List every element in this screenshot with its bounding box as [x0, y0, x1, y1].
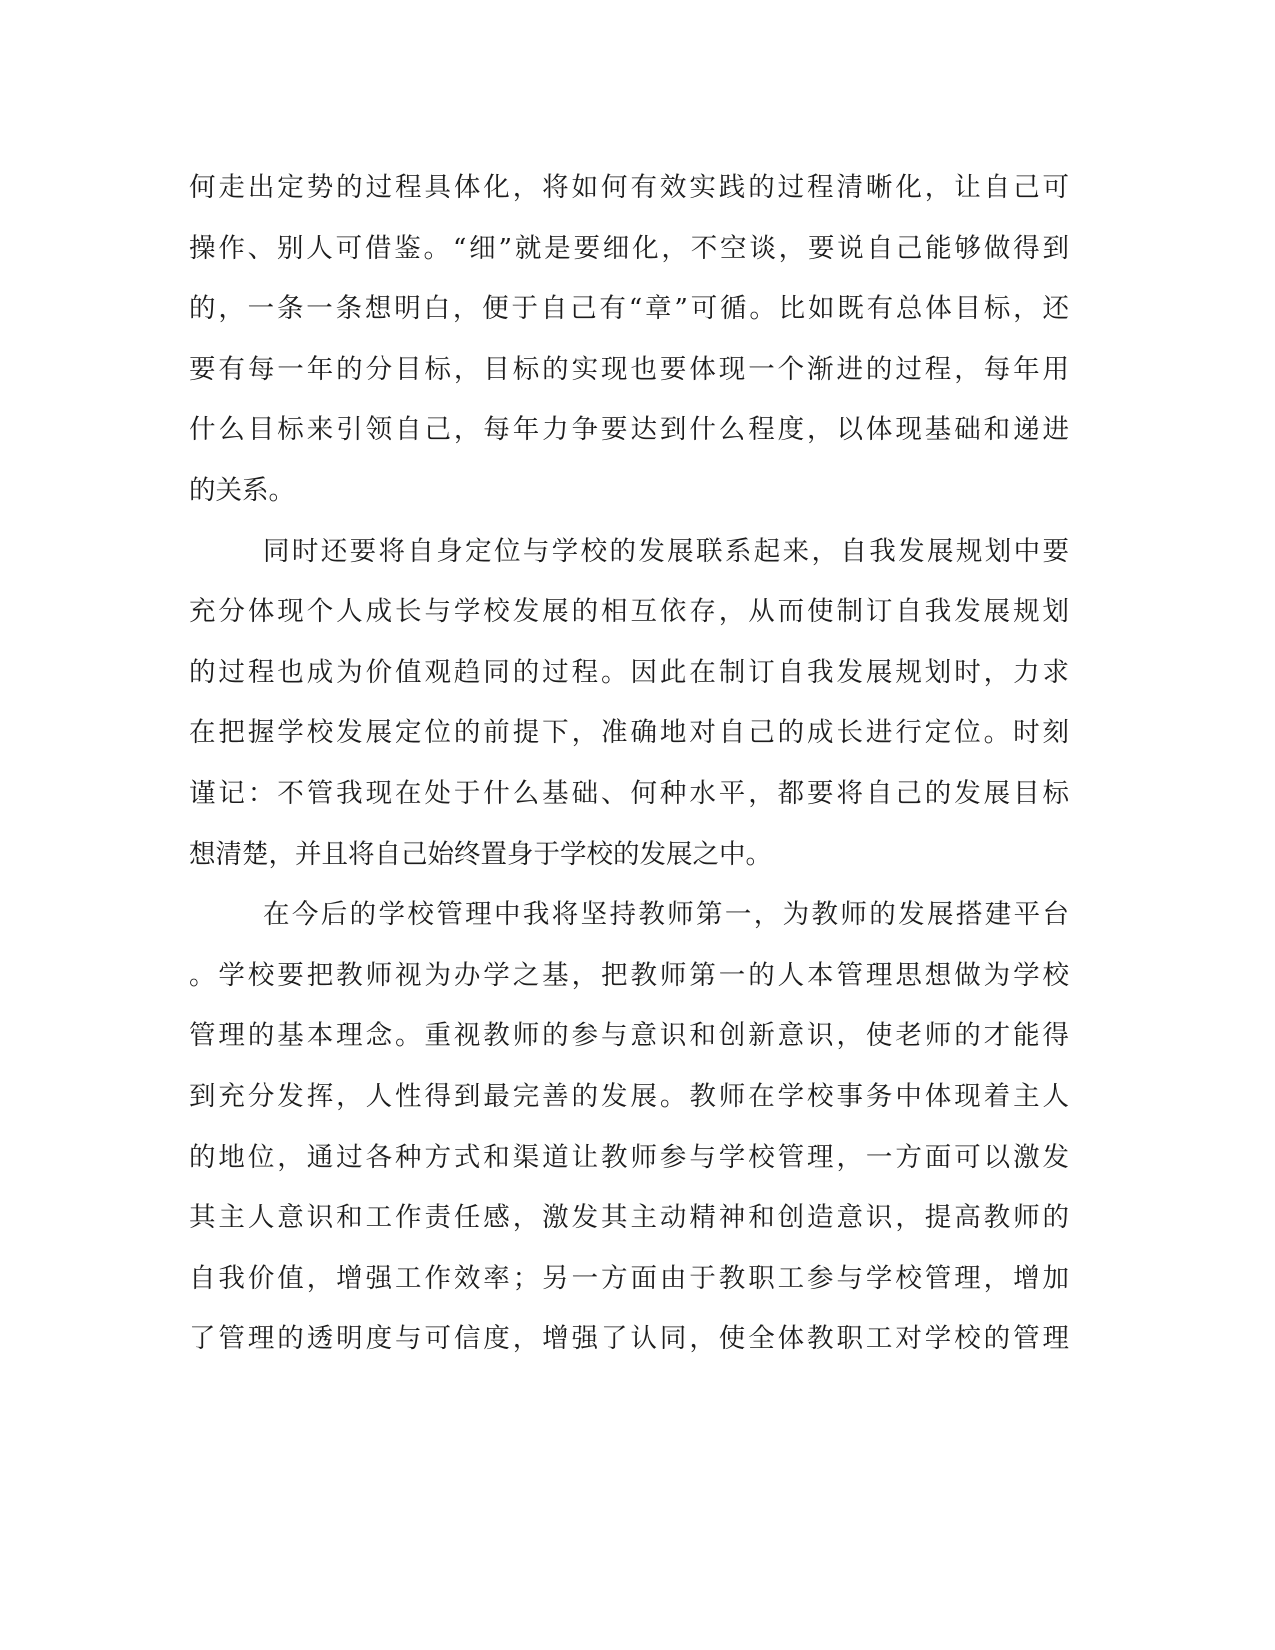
text-line: 管理的基本理念。重视教师的参与意识和创新意识，使老师的才能得 [189, 1020, 1069, 1052]
text-line: 的关系。 [189, 474, 295, 506]
document-body [189, 158, 1069, 1370]
text-line: 其主人意识和工作责任感，激发其主动精神和创造意识，提高教师的 [189, 1202, 1069, 1234]
text-line: 操作、别人可借鉴。“细”就是要细化，不空谈，要说自己能够做得到 [189, 232, 1069, 264]
text-line: 到充分发挥，人性得到最完善的发展。教师在学校事务中体现着主人 [189, 1080, 1069, 1112]
text-line: 谨记：不管我现在处于什么基础、何种水平，都要将自己的发展目标 [189, 777, 1069, 809]
text-line: 在把握学校发展定位的前提下，准确地对自己的成长进行定位。时刻 [189, 717, 1069, 749]
text-line: 要有每一年的分目标，目标的实现也要体现一个渐进的过程，每年用 [189, 353, 1069, 385]
text-line: 何走出定势的过程具体化，将如何有效实践的过程清晰化，让自己可 [189, 172, 1069, 203]
text-line: 的过程也成为价值观趋同的过程。因此在制订自我发展规划时，力求 [189, 656, 1069, 688]
text-line: 了管理的透明度与可信度，增强了认同，使全体教职工对学校的管理 [189, 1323, 1069, 1355]
text-line: 什么目标来引领自己，每年力争要达到什么程度，以体现基础和递进 [189, 414, 1069, 446]
text-line: 的，一条一条想明白，便于自己有“章”可循。比如既有总体目标，还 [189, 293, 1069, 325]
text-line: 在今后的学校管理中我将坚持教师第一，为教师的发展搭建平台 [263, 899, 1069, 931]
text-line: 想清楚，并且将自己始终置身于学校的发展之中。 [189, 838, 772, 870]
text-line: 同时还要将自身定位与学校的发展联系起来，自我发展规划中要 [263, 535, 1069, 567]
text-line: 的地位，通过各种方式和渠道让教师参与学校管理，一方面可以激发 [189, 1141, 1069, 1173]
text-line: 充分体现个人成长与学校发展的相互依存，从而使制订自我发展规划 [189, 596, 1069, 628]
text-line: 。学校要把教师视为办学之基，把教师第一的人本管理思想做为学校 [189, 959, 1069, 991]
text-line: 自我价值，增强工作效率；另一方面由于教职工参与学校管理，增加 [189, 1262, 1069, 1294]
